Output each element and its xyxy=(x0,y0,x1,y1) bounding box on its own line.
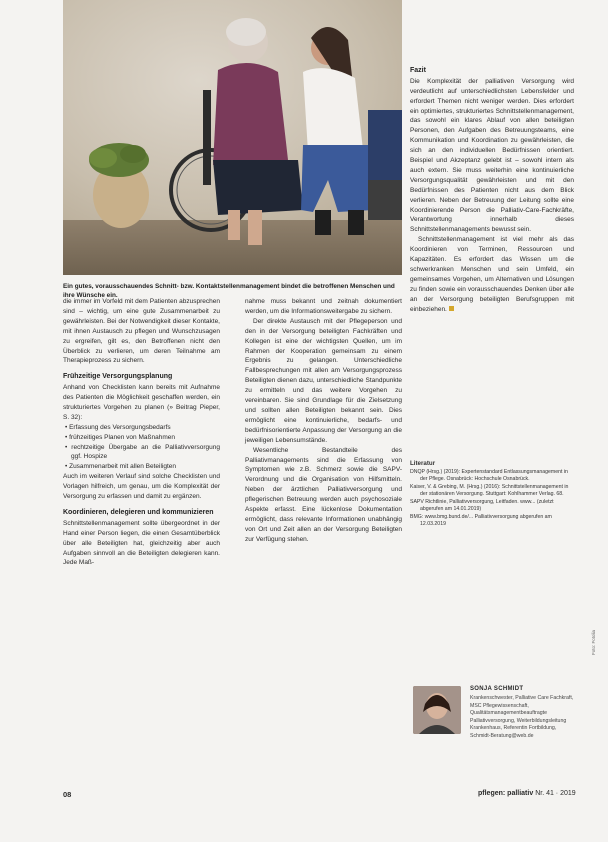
col1-heading-1: Frühzeitige Versorgungsplanung xyxy=(63,373,173,381)
photo-caption: Ein gutes, vorausschauendes Schnitt- bzw. Kontaktstellenmanagement bindet die betroffenen Menschen und ihre Wünsche ein. xyxy=(63,283,395,299)
author-name: SONJA SCHMIDT xyxy=(470,686,524,692)
col1-intro: die immer im Vorfeld mit dem Patienten abzusprechen sind – wichtig, um eine gute Zusammenarbeit zu gewährleisten. Bei der Notwendigkeit dieser Kontakte, mit ihnen Austausch zu pflegen und Wunschzusagen zu ergreifen, gilt es, den Betroffenen nicht den Überblick zu verlieren, um deren Teilnahme am Therapieprozess zu sichern. xyxy=(63,298,220,365)
list-item: • frühzeitiges Planen von Maßnahmen xyxy=(63,433,220,443)
fazit-heading: Fazit xyxy=(410,67,426,74)
fazit-paragraph-2: Schnittstellenmanagement ist viel mehr als das Koordinieren von Terminen, Ressourcen und Kapazitäten. Es erfordert das Wissen um die schwerkranken Menschen und sein Umfeld, ein gemeinsames Vorgehen, um Alternativen und Lösungen zu finden sowie ein vorausschauendes Denken über alle an der Versorgung beteiligten Berufsgruppen mit einbeziehen. xyxy=(410,236,574,313)
literature-item: BMG: www.bmg.bund.de/... Palliativversorgung abgerufen am 12.03.2019 xyxy=(410,513,552,527)
text-column-3 xyxy=(410,66,574,315)
col1-paragraph-1: Anhand von Checklisten kann bereits mit Aufnahme des Patienten die Möglichkeit geschaffen werden, ein strukturiertes Vorgehen zu planen (» Beitrag Pieper, S. 32): xyxy=(63,384,220,421)
text-column-1 xyxy=(63,297,220,568)
col1-heading-2: Koordinieren, delegieren und kommunizieren xyxy=(63,509,214,517)
end-mark-icon xyxy=(449,306,454,311)
list-item: • Zusammenarbeit mit allen Beteiligten xyxy=(63,462,220,472)
photo-scene xyxy=(63,0,402,275)
col1-checklist xyxy=(63,423,220,473)
fazit-paragraph-1: Die Komplexität der palliativen Versorgung wird verdeutlicht auf unterschiedlichsten Lebensfelder und erfordert Themen nicht weniger werden. Dies erfordert ein optimiertes, strukturiertes Schnittstellenmanagement, das sowohl ein klares Ablauf von allen beteiligten Personen, den Aufgaben des Betreuungsteams, eine Kommunikation und Koordination zu gewährleisten, die sich an den individuellen Bedürfnissen orientiert. Beispiel und Akzeptanz gelebt ist – sowohl intern als auch extern. Sie muss weiterhin eine kontinuierliche Versorgungsqualität gewährleisten und mit den Bedürfnissen des Patienten nicht aus dem Blick verlieren. Neben der Betreuung der Leitung sollte eine Koordinierende Person die Palliativ-Care-Fachkräfte, Verantwortung innerhalb dieses Schnittstellenmanagements bewusst sein. xyxy=(410,77,574,234)
author-bio: Krankenschwester, Palliative Care Fachkraft, MSC Pflegewissenschaft, Qualitätsmanagementbeauftragte Palliativversorgung, Weiterbildungsleitung Krankenhaus, Referentin Fortbildung, Schmidt-Beratung@web.de xyxy=(470,695,574,739)
literature-item: Kaiser, V. & Grebing, M. (Hrsg.) (2016): Schnittstellenmanagement in der stationären Versorgung. Stuttgart: Kohlhammer Verlag. 68. xyxy=(410,483,569,497)
header-photo xyxy=(63,0,402,275)
literature-title: Literatur xyxy=(410,460,436,467)
literature-box xyxy=(410,460,574,529)
col1-paragraph-2: Auch im weiteren Verlauf sind solche Checklisten und Vorlagen hilfreich, um genau, um die Komplexität der Versorgung zu erfassen und damit zu ergänzen. xyxy=(63,473,220,501)
list-item: • Erfassung des Versorgungsbedarfs xyxy=(63,423,220,433)
page-number: 08 xyxy=(63,790,72,799)
literature-item: DNQP (Hrsg.) (2019): Expertenstandard Entlassungsmanagement in der Pflege. Osnabrück: Hochschule Osnabrück. xyxy=(410,468,568,482)
issue-number: Nr. 41 · 2019 xyxy=(535,790,576,797)
col2-paragraph-3: Wesentliche Bestandteile des Palliativmanagements sind die Erfassung von Symptomen wie z.B. Schmerz sowie die SAPV-Verordnung und die Organisation von Hilfsmitteln. Neben der ärztlichen Palliativversorgung und pflegerischen Betreuung werden auch psychosoziale Aspekte erfasst. Eine lückenlose Dokumentation ermöglicht, dass relevante Informationen unabhängig von Ort und Zeit allen an der Versorgung Beteiligten zur Verfügung stehen. xyxy=(245,446,402,543)
col2-paragraph-2: Der direkte Austausch mit der Pflegeperson und den in der Versorgung beteiligten Fachkräften und Kollegen ist eine der wichtigsten Quellen, um im Rahmen der Kooperation gemeinsam zu einem Ergebnis zu gelangen. Unterschiedliche Fallbesprechungen mit allen am Versorgungsprozess Beteiligten dienen dazu, unterschiedliche Standpunkte zu ermitteln und das weitere Vorgehen zu vereinbaren. Sie sind Grundlage für die Zielsetzung und sollten allen Beteiligten bekannt sein. Dies ermöglicht eine kontinuierliche, bedarfs- und bedürfnisorientierte Anpassung der Versorgung an die jeweiligen Lebensumstände. xyxy=(245,317,402,444)
literature-item: SAPV Richtlinie, Palliativversorgung, Leitfaden. www... (zuletzt abgerufen am 14.01.2019) xyxy=(410,498,554,512)
magazine-name: pflegen: palliativ xyxy=(478,790,534,797)
list-item: • rechtzeitige Übergabe an die Palliativversorgung ggf. Hospize xyxy=(63,443,220,463)
author-photo xyxy=(413,686,461,734)
text-column-2 xyxy=(245,297,402,545)
col1-paragraph-3: Schnittstellenmanagement sollte übergeordnet in der Hand einer Person liegen, die einen Gesamtüberblick über alle Beteiligten hat, gleichzeitig aber auch Aufgaben sinnvoll an die Beteiligten delegieren kann. Jede Maß- xyxy=(63,519,220,567)
author-portrait-icon xyxy=(413,686,461,734)
photo-credit: Foto: Fotolia xyxy=(591,629,596,655)
col2-paragraph-1: nahme muss bekannt und zeitnah dokumentiert werden, um die Informationsweitergabe zu sichern. xyxy=(245,298,402,315)
author-box xyxy=(410,682,574,742)
footer-magazine xyxy=(478,790,576,797)
